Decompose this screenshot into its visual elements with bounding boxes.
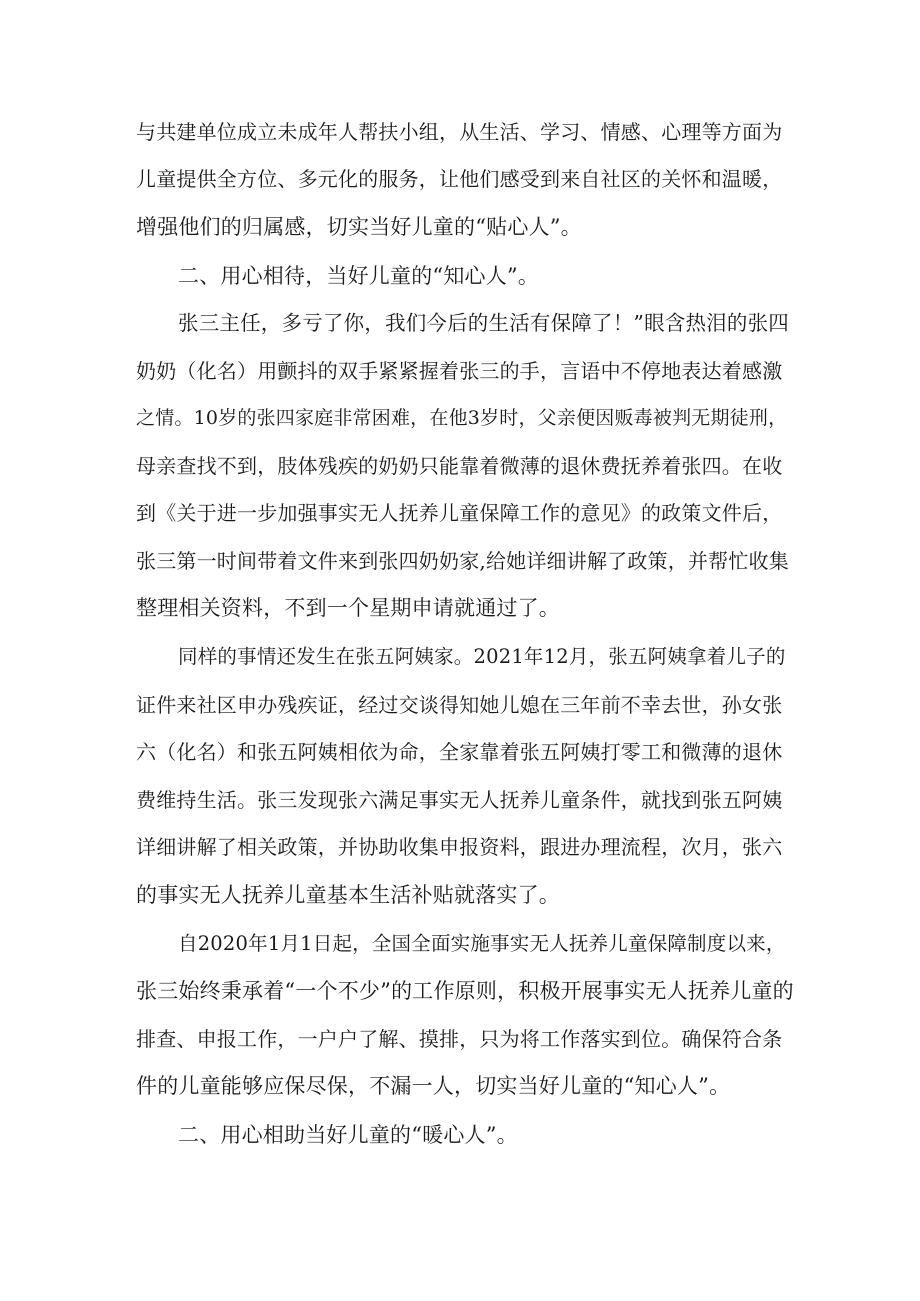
text-line: 证件来社区申办残疾证，经过交谈得知她儿媳在三年前不幸去世，孙女张 — [136, 693, 783, 717]
text-line: 张三始终秉承着“一个不少”的工作原则，积极开展事实无人抚养儿童的 — [136, 979, 794, 1003]
text-line: 张三第一时间带着文件来到张四奶奶家,给她详细讲解了政策，并帮忙收集 — [136, 549, 789, 573]
text-line: 同样的事情还发生在张五阿姨家。2021年12月，张五阿姨拿着儿子的 — [178, 645, 786, 668]
text-line: 母亲查找不到，肢体残疾的奶奶只能靠着微薄的退休费抚养着张四。在收 — [136, 454, 783, 478]
text-line: 整理相关资料，不到一个星期申请就通过了。 — [136, 596, 560, 620]
section-heading: 二、用心相助当好儿童的“暖心人”。 — [178, 1123, 518, 1147]
section-heading: 二、用心相待，当好儿童的“知心人”。 — [178, 264, 540, 288]
text-line: 增强他们的归属感，切实当好儿童的“贴心人”。 — [136, 215, 582, 239]
text-line: 费维持生活。张三发现张六满足事实无人抚养儿童条件，就找到张五阿姨 — [136, 788, 783, 812]
text-line: 到《关于进一步加强事实无人抚养儿童保障工作的意见》的政策文件后， — [136, 501, 783, 525]
text-line: 儿童提供全方位、多元化的服务，让他们感受到来自社区的关怀和温暖， — [136, 167, 783, 191]
text-line: 奶奶（化名）用颤抖的双手紧紧握着张三的手，言语中不停地表达着感激 — [136, 359, 783, 383]
text-line: 与共建单位成立未成年人帮扶小组，从生活、学习、情感、心理等方面为 — [136, 120, 783, 144]
text-line: 之情。10岁的张四家庭非常困难，在他3岁时，父亲便因贩毒被判无期徒刑， — [136, 407, 788, 429]
text-line: 六（化名）和张五阿姨相依为命，全家靠着张五阿姨打零工和微薄的退休 — [136, 740, 783, 764]
text-line: 排查、申报工作，一户户了解、摸排，只为将工作落实到位。确保符合条 — [136, 1027, 783, 1051]
text-line: 件的儿童能够应保尽保，不漏一人，切实当好儿童的“知心人”。 — [136, 1074, 731, 1098]
text-line: 张三主任，多亏了你，我们今后的生活有保障了！”眼含热泪的张四 — [178, 311, 789, 335]
text-line: 的事实无人抚养儿童基本生活补贴就落实了。 — [136, 883, 560, 907]
text-line: 详细讲解了相关政策，并协助收集申报资料，跟进办理流程，次月，张六 — [136, 835, 783, 859]
text-line: 自2020年1月1日起，全国全面实施事实无人抚养儿童保障制度以来， — [178, 932, 786, 955]
